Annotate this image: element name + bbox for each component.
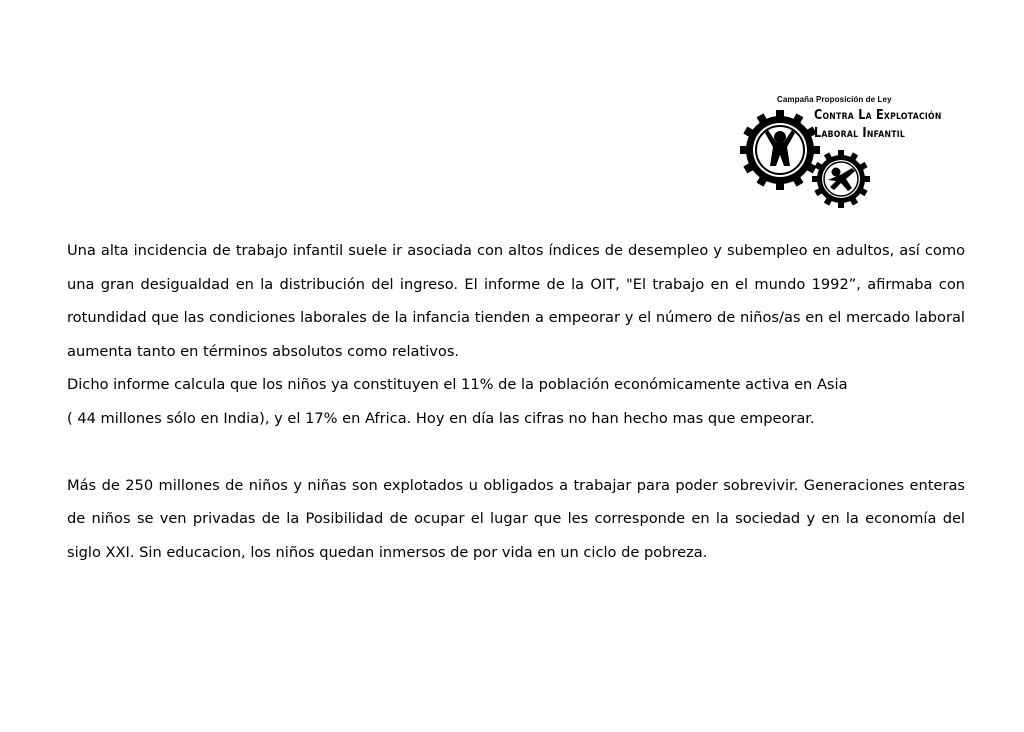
document-body bbox=[67, 234, 965, 569]
logo-campaign-text: Campaña Proposición de Ley bbox=[777, 95, 892, 104]
paragraph-millions-exploited: Más de 250 millones de niños y niñas son explotados u obligados a trabajar para poder sobrevivir. Generaciones enteras de niños se ven privadas de la Posibilidad de ocupar el lugar que les corresponde en la sociedad y en la economía del siglo XXI. Sin educacion, los niños quedan inmersos de por vida en un ciclo de pobreza. bbox=[67, 476, 965, 561]
paragraph-spacer bbox=[67, 435, 965, 469]
logo-title-line2: Laboral Infantil bbox=[814, 126, 906, 141]
gear-child-icon bbox=[740, 110, 820, 190]
campaign-logo bbox=[740, 92, 950, 210]
gear-child-small-icon bbox=[812, 150, 870, 208]
paragraph-child-labor-incidence: Una alta incidencia de trabajo infantil suele ir asociada con altos índices de desempleo y subempleo en adultos, así como una gran desigualdad en la distribución del ingreso. El informe de la OIT, "El trabajo en el mundo 1992”, afirmaba con rotundidad que las condiciones laborales de la infancia tienden a empeorar y el número de niños/as en el mercado laboral aumenta tanto en términos absolutos como relativos. bbox=[67, 242, 965, 360]
paragraph-report-india-africa: ( 44 millones sólo en India), y el 17% en Africa. Hoy en día las cifras no han hecho mas que empeorar. bbox=[67, 409, 815, 427]
logo-title-line1: Contra La Explotación bbox=[814, 108, 942, 123]
paragraph-report-asia: Dicho informe calcula que los niños ya constituyen el 11% de la población económicamente activa en Asia bbox=[67, 376, 848, 393]
